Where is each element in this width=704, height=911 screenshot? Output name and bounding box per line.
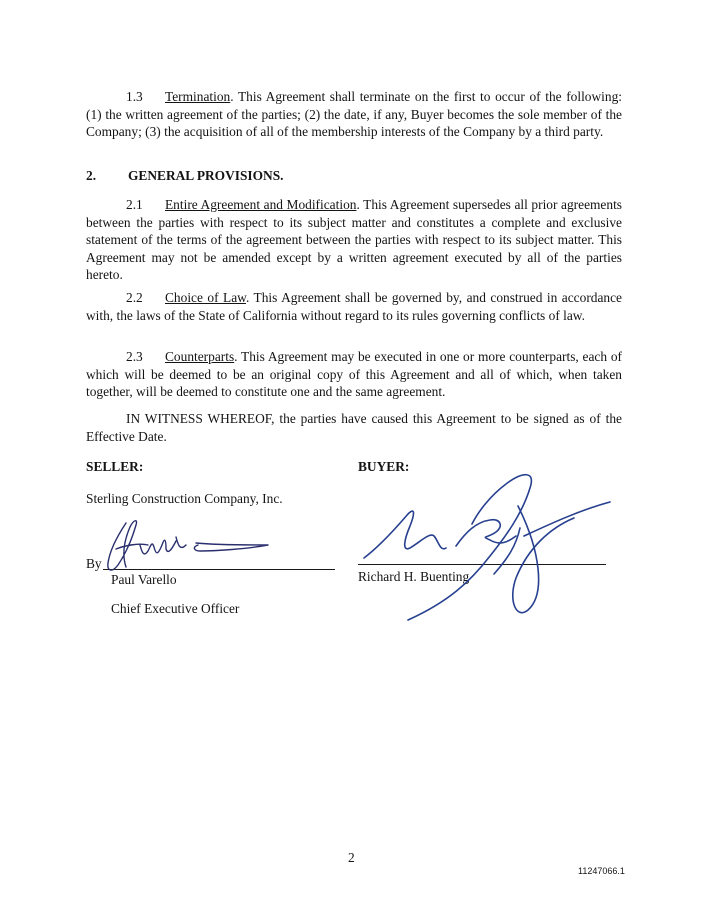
page-number: 2 — [348, 850, 355, 865]
section-2-3 — [86, 348, 622, 401]
seller-signer-name: Paul Varello — [111, 572, 177, 587]
seller-label: SELLER: — [86, 459, 144, 474]
heading-number: 2. — [86, 168, 97, 183]
seller-signature — [96, 515, 276, 585]
section-title: Termination — [165, 89, 231, 104]
section-number: 2.2 — [126, 290, 143, 305]
section-number: 1.3 — [126, 89, 143, 104]
buyer-signature — [340, 466, 620, 626]
section-title: Choice of Law — [165, 290, 246, 305]
section-2-1 — [86, 196, 622, 284]
section-body: . This Agreement may be executed in one or more counterparts, each of which will be deemed to be an original copy of this Agreement and all of which, when taken together, will be deemed to constitute one and the same agreement. — [86, 349, 622, 399]
section-number: 2.1 — [126, 197, 143, 212]
seller-signer-title: Chief Executive Officer — [111, 601, 240, 616]
heading-title: GENERAL PROVISIONS. — [128, 168, 284, 183]
section-title: Counterparts — [165, 349, 235, 364]
by-label: By — [86, 556, 102, 571]
buyer-label: BUYER: — [358, 459, 410, 474]
seller-company: Sterling Construction Company, Inc. — [86, 491, 283, 506]
section-body: . This Agreement shall terminate on the first to occur of the following: (1) the written agreement of the parties; (2) the date, if any, Buyer becomes the sole member of the Company; (3) the acquisition of all of the membership interests of the Company by a third party. — [86, 89, 622, 139]
section-body: . This Agreement shall be governed by, and construed in accordance with, the laws of the State of California without regard to its rules governing conflicts of law. — [86, 290, 623, 323]
section-title: Entire Agreement and Modification — [165, 197, 357, 212]
section-1-3 — [86, 88, 622, 141]
section-number: 2.3 — [126, 349, 143, 364]
document-id: 11247066.1 — [578, 866, 625, 876]
section-body: . This Agreement supersedes all prior agreements between the parties with respect to its subject matter and constitutes a complete and exclusive statement of the terms of the agreement between the parties with respect to its subject matter. This Agreement may not be amended except by a written agreement executed by all of the parties hereto. — [86, 197, 623, 282]
witness-clause: IN WITNESS WHEREOF, the parties have caused this Agreement to be signed as of the Effective Date. — [86, 411, 622, 444]
section-2-2 — [86, 289, 622, 324]
buyer-signer-name: Richard H. Buenting — [358, 569, 470, 584]
section-2-heading — [86, 168, 284, 184]
